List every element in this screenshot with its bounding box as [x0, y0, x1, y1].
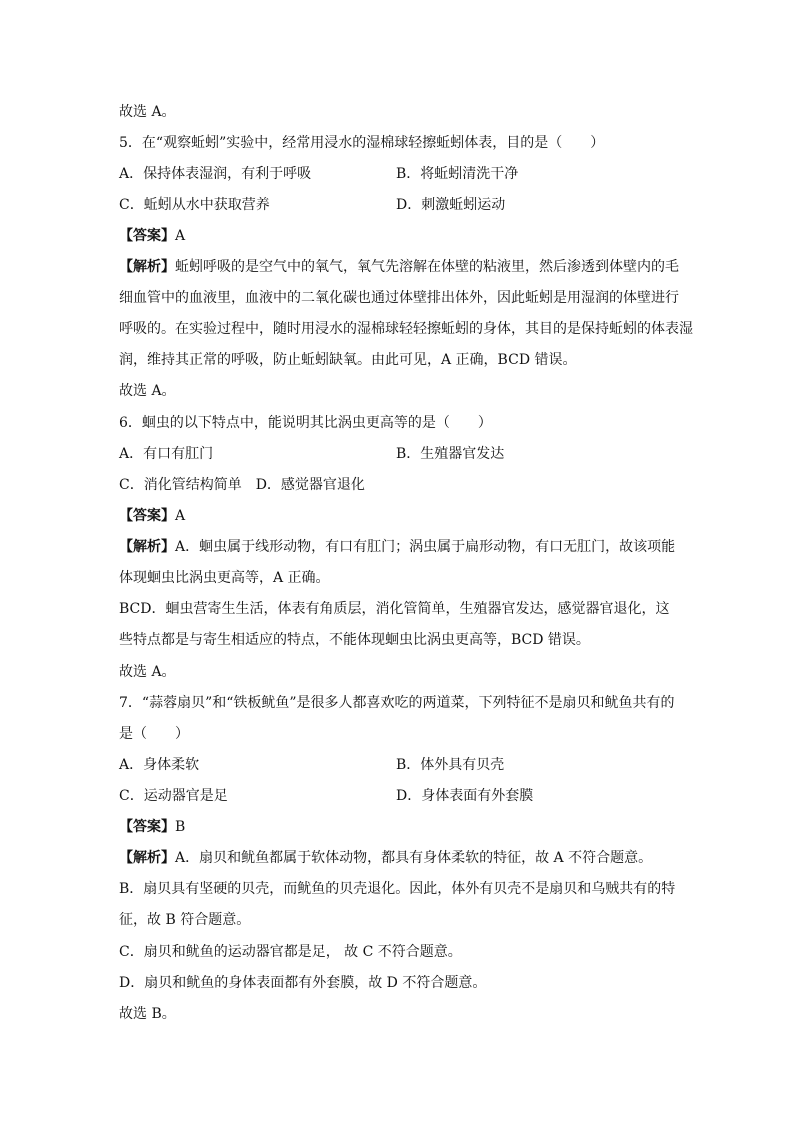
- q7-option-c: C．运动器官是足: [119, 788, 228, 804]
- q7-stem-line-2: 是（ ）: [119, 726, 189, 742]
- q7-analysis-line-3: 征，故 B 符合题意。: [119, 912, 251, 928]
- q5-option-a: A．保持体表湿润，有利于呼吸: [119, 166, 312, 182]
- q6-option-b: B．生殖器官发达: [396, 446, 505, 462]
- q7-option-d: D．身体表面有外套膜: [396, 788, 534, 804]
- q7-answer: [119, 817, 185, 838]
- q5-analysis-line-3: 呼吸的。在实验过程中，随时用浸水的湿棉球轻轻擦蚯蚓的身体，其目的是保持蚯蚓的体表湿: [119, 321, 693, 337]
- analysis-text: A．蛔虫属于线形动物，有口有肛门；涡虫属于扁形动物，有口无肛门，故该项能: [175, 539, 676, 555]
- q5-stem: 5．在“观察蚯蚓”实验中，经常用浸水的湿棉球轻擦蚯蚓体表，目的是（ ）: [119, 135, 605, 151]
- analysis-label: 【解析】: [119, 259, 175, 275]
- q5-conclusion: 故选 A。: [119, 383, 176, 399]
- q7-analysis-line-5: D．扇贝和鱿鱼的身体表面都有外套膜，故 D 不符合题意。: [119, 975, 487, 991]
- q7-conclusion: 故选 B。: [119, 1006, 176, 1022]
- q5-option-c: C．蚯蚓从水中获取营养: [119, 197, 270, 213]
- q6-conclusion: 故选 A。: [119, 664, 176, 680]
- q6-analysis-line-1: [119, 537, 675, 558]
- q6-analysis-line-2: 体现蛔虫比涡虫更高等，A 正确。: [119, 570, 330, 586]
- q5-option-d: D．刺激蚯蚓运动: [396, 197, 506, 213]
- answer-value: B: [175, 819, 186, 835]
- answer-label: 【答案】: [119, 508, 175, 524]
- answer-value: A: [175, 228, 186, 244]
- q5-answer: [119, 226, 185, 247]
- q5-analysis-line-1: [119, 257, 679, 278]
- q6-option-a: A．有口有肛门: [119, 446, 214, 462]
- q7-analysis-line-2: B．扇贝具有坚硬的贝壳，而鱿鱼的贝壳退化。因此，体外有贝壳不是扇贝和乌贼共有的特: [119, 881, 676, 897]
- q4-conclusion: 故选 A。: [119, 104, 176, 120]
- q6-answer: [119, 506, 185, 527]
- q5-analysis-line-4: 润，维持其正常的呼吸，防止蚯蚓缺氧。由此可见，A 正确，BCD 错误。: [119, 352, 577, 368]
- analysis-label: 【解析】: [119, 539, 175, 555]
- q6-analysis-line-3: BCD．蛔虫营寄生生活，体表有角质层，消化管简单，生殖器官发达，感觉器官退化，这: [119, 601, 670, 617]
- q5-analysis-line-2: 细血管中的血液里，血液中的二氧化碳也通过体壁排出体外，因此蚯蚓是用湿润的体壁进行: [119, 290, 679, 306]
- q7-analysis-line-4: C．扇贝和鱿鱼的运动器官都是足， 故 C 不符合题意。: [119, 944, 462, 960]
- q7-option-a: A．身体柔软: [119, 757, 200, 773]
- q7-option-b: B．体外具有贝壳: [396, 757, 505, 773]
- q7-stem-line-1: 7．“蒜蓉扇贝”和“铁板鱿鱼”是很多人都喜欢吃的两道菜，下列特征不是扇贝和鱿鱼共有的: [119, 695, 675, 711]
- q7-analysis-line-1: [119, 848, 652, 869]
- analysis-text: A．扇贝和鱿鱼都属于软体动物，都具有身体柔软的特征，故 A 不符合题意。: [175, 850, 653, 866]
- q6-stem: 6．蛔虫的以下特点中，能说明其比涡虫更高等的是（ ）: [119, 415, 492, 431]
- q6-analysis-line-4: 些特点都是与寄生相适应的特点，不能体现蛔虫比涡虫更高等，BCD 错误。: [119, 632, 590, 648]
- q5-option-b: B．将蚯蚓清洗干净: [396, 166, 519, 182]
- q6-option-cd: C．消化管结构简单 D．感觉器官退化: [119, 477, 365, 493]
- analysis-label: 【解析】: [119, 850, 175, 866]
- analysis-text: 蚯蚓呼吸的是空气中的氧气，氧气先溶解在体壁的粘液里，然后渗透到体壁内的毛: [175, 259, 679, 275]
- answer-label: 【答案】: [119, 228, 175, 244]
- answer-label: 【答案】: [119, 819, 175, 835]
- answer-value: A: [175, 508, 186, 524]
